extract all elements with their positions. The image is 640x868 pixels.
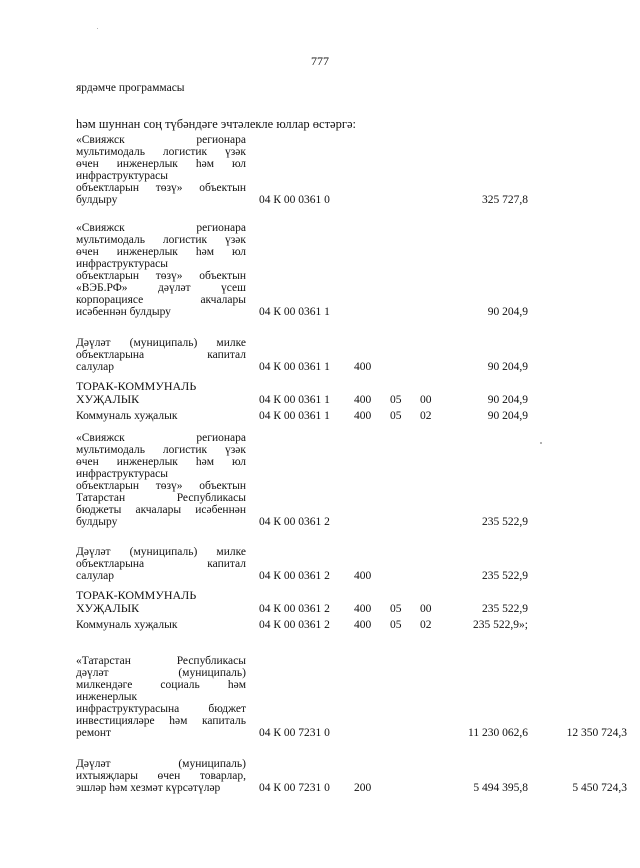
expense-type: 400 xyxy=(354,410,372,422)
row-name-line: Дәүләт (муниципаль) милке xyxy=(76,546,246,558)
row-name-line: ихтыяҗлары өчен товарлар, xyxy=(76,770,246,782)
target-article-code: 04 К 00 0361 1 xyxy=(259,361,330,373)
row-name-line: Коммуналь хуҗалык xyxy=(76,410,178,422)
amount-year-1: 90 204,9 xyxy=(487,306,528,318)
row-name-line: инвестицияләре һәм капиталь xyxy=(76,715,246,727)
row-name xyxy=(76,410,246,422)
target-article-code: 04 К 00 0361 1 xyxy=(259,306,330,318)
row-name-line: ремонт xyxy=(76,727,112,739)
row-name-line: бюджеты акчалары исәбеннән xyxy=(76,504,246,516)
row-name xyxy=(76,134,246,206)
amendment-intro: һәм шуннан соң түбәндәге эчтәлекле юллар өстәргә: xyxy=(76,117,356,131)
expense-type: 400 xyxy=(354,619,372,631)
row-name-line: объектларына капитал xyxy=(76,349,246,361)
row-name-line: милкендәге социаль һәм xyxy=(76,679,246,691)
target-article-code: 04 К 00 0361 2 xyxy=(259,603,330,615)
subsection-code: 00 xyxy=(420,394,432,406)
row-name-line: Коммуналь хуҗалык xyxy=(76,619,178,631)
row-name-line: салулар xyxy=(76,570,115,582)
row-name-line: «Татарстан Республикасы xyxy=(76,655,246,667)
section-code: 05 xyxy=(390,394,402,406)
row-name-line: ТОРАК-КОММУНАЛЬ xyxy=(76,379,197,393)
row-name-line: «Свияжск регионара xyxy=(76,134,246,146)
row-name-line: инфраструктурасы xyxy=(76,258,168,270)
amount-year-1: 235 522,9»; xyxy=(473,619,528,631)
amount-year-2: 5 450 724,3 xyxy=(572,782,627,794)
amount-year-1: 5 494 395,8 xyxy=(473,782,528,794)
amount-year-1: 325 727,8 xyxy=(482,194,528,206)
amount-year-1: 90 204,9 xyxy=(487,361,528,373)
row-name xyxy=(76,432,246,528)
row-name-line: «ВЭБ.РФ» дәүләт үсеш xyxy=(76,282,246,294)
row-name xyxy=(76,758,246,794)
row-name-line: дәүләт (муниципаль) xyxy=(76,667,246,679)
subsection-code: 02 xyxy=(420,410,432,422)
page-number: 777 xyxy=(311,54,329,68)
amount-year-1: 235 522,9 xyxy=(482,570,528,582)
target-article-code: 04 К 00 0361 1 xyxy=(259,394,330,406)
row-name xyxy=(76,619,246,631)
target-article-code: 04 К 00 0361 2 xyxy=(259,516,330,528)
expense-type: 400 xyxy=(354,570,372,582)
row-name-line: өчен инженерлык һәм юл xyxy=(76,246,246,258)
row-name xyxy=(76,380,246,406)
row-name-line: эшләр һәм хезмәт күрсәтүләр xyxy=(76,782,221,794)
expense-type: 400 xyxy=(354,603,372,615)
expense-type: 200 xyxy=(354,782,372,794)
row-name-line: Дәүләт (муниципаль) xyxy=(76,758,246,770)
target-article-code: 04 К 00 0361 0 xyxy=(259,194,330,206)
row-name xyxy=(76,546,246,582)
row-name xyxy=(76,655,246,739)
row-name-line: инфраструктурасы xyxy=(76,170,168,182)
row-name-line: ХУҖАЛЫК xyxy=(76,392,140,406)
row-name-line: корпорациясе акчалары xyxy=(76,294,246,306)
row-name-line: объектларын төзү» объектын xyxy=(76,270,246,282)
row-name-line: мультимодаль логистик үзәк xyxy=(76,234,246,246)
amount-year-1: 235 522,9 xyxy=(482,603,528,615)
section-code: 05 xyxy=(390,410,402,422)
scan-speck xyxy=(540,442,542,444)
row-name-line: булдыру xyxy=(76,516,118,528)
row-name-line: салулар xyxy=(76,361,115,373)
row-name-line: «Свияжск регионара xyxy=(76,222,246,234)
row-name-line: Татарстан Республикасы xyxy=(76,492,246,504)
amount-year-1: 235 522,9 xyxy=(482,516,528,528)
row-name-line: инфраструктурасы xyxy=(76,468,168,480)
row-name-line: «Свияжск регионара xyxy=(76,432,246,444)
row-name-line: исәбеннән булдыру xyxy=(76,306,171,318)
row-name-line: мультимодаль логистик үзәк xyxy=(76,444,246,456)
row-name-line: булдыру xyxy=(76,194,118,206)
row-name-line: объектларын төзү» объектын xyxy=(76,182,246,194)
amount-year-2: 12 350 724,3 xyxy=(566,727,627,739)
expense-type: 400 xyxy=(354,361,372,373)
subsection-code: 02 xyxy=(420,619,432,631)
scan-speck xyxy=(97,28,98,29)
amount-year-1: 90 204,9 xyxy=(487,394,528,406)
row-name-line: инфраструктурасына бюджет xyxy=(76,703,246,715)
target-article-code: 04 К 00 0361 1 xyxy=(259,410,330,422)
target-article-code: 04 К 00 0361 2 xyxy=(259,619,330,631)
row-name-line: ТОРАК-КОММУНАЛЬ xyxy=(76,588,197,602)
target-article-code: 04 К 00 0361 2 xyxy=(259,570,330,582)
expense-type: 400 xyxy=(354,394,372,406)
amount-year-1: 11 230 062,6 xyxy=(468,727,528,739)
subsection-code: 00 xyxy=(420,603,432,615)
row-name-line: мультимодаль логистик үзәк xyxy=(76,146,246,158)
row-name-line: өчен инженерлык һәм юл xyxy=(76,158,246,170)
target-article-code: 04 К 00 7231 0 xyxy=(259,727,330,739)
row-name-line: объектларына капитал xyxy=(76,558,246,570)
row-name-line: объектларын төзү» объектын xyxy=(76,480,246,492)
section-code: 05 xyxy=(390,603,402,615)
running-head: ярдәмче программасы xyxy=(76,82,185,94)
row-name-line: Дәүләт (муниципаль) милке xyxy=(76,337,246,349)
row-name-line: ХУҖАЛЫК xyxy=(76,601,140,615)
row-name-line: өчен инженерлык һәм юл xyxy=(76,456,246,468)
row-name xyxy=(76,222,246,318)
target-article-code: 04 К 00 7231 0 xyxy=(259,782,330,794)
section-code: 05 xyxy=(390,619,402,631)
row-name xyxy=(76,337,246,373)
row-name xyxy=(76,589,246,615)
amount-year-1: 90 204,9 xyxy=(487,410,528,422)
row-name-line: инженерлык xyxy=(76,691,138,703)
